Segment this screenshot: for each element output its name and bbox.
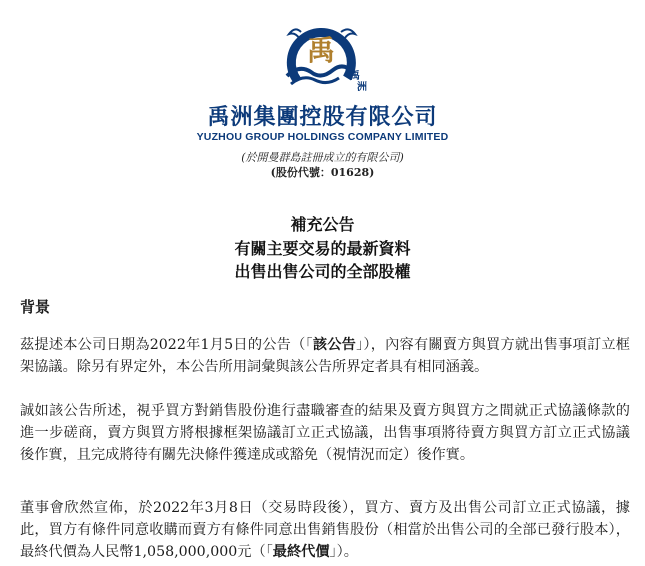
paragraph-3-defined-term: 最終代價 [272, 544, 330, 560]
company-name-en: YUZHOU GROUP HOLDINGS COMPANY LIMITED [196, 131, 449, 143]
paragraph-3-text-b: 」）。 [329, 544, 358, 560]
paragraph-2 [20, 400, 630, 466]
paragraph-3 [20, 497, 630, 563]
section-heading: 背景 [20, 298, 51, 316]
paragraph-3-text-a: 董事會欣然宣佈，於2022年3月8日（交易時段後），買方、賣方及出售公司訂立正式協議，據此，買方有條件同意收購而賣方有條件同意出售銷售股份（相當於出售公司的全部已發行股本），最終代價為人民幣1,058,000,000元（「 [20, 500, 630, 560]
company-name-cn: 禹洲集團控股有限公司 [207, 105, 438, 130]
paragraph-1-text-a: 茲提述本公司日期為2022年1月5日的公告（「 [20, 337, 313, 353]
paragraph-1 [20, 334, 630, 378]
announcement-title-line1: 補充公告 [290, 215, 355, 234]
stock-code: (股份代號：01628) [270, 166, 375, 179]
paragraph-1-defined-term: 該公告 [312, 337, 357, 353]
company-logo [277, 20, 373, 98]
paragraph-1-text-b: 」），內容有關賣方與買方就出售事項訂立框架協議。除另有界定外，本公告所用詞彙與該公告所界定者具有相同涵義。 [20, 337, 630, 375]
announcement-title-line3: 出售出售公司的全部股權 [234, 262, 411, 281]
announcement-title-line2: 有關主要交易的最新資料 [234, 239, 411, 258]
paragraph-2-text: 誠如該公告所述，視乎買方對銷售股份進行盡職審查的結果及賣方與買方之間就正式協議條款的進一步磋商，賣方與買方將根據框架協議訂立正式協議，出售事項將待賣方與買方訂立正式協議後作實，且完成將待有關先決條件獲達成或豁免（視情況而定）後作實。 [20, 403, 630, 463]
logo-small-char-2: 洲 [357, 82, 367, 93]
logo-small-char-1: 禹 [350, 71, 360, 82]
logo-emblem-char: 禹 [306, 34, 336, 67]
incorporation-note: (於開曼群島註冊成立的有限公司) [241, 151, 404, 164]
